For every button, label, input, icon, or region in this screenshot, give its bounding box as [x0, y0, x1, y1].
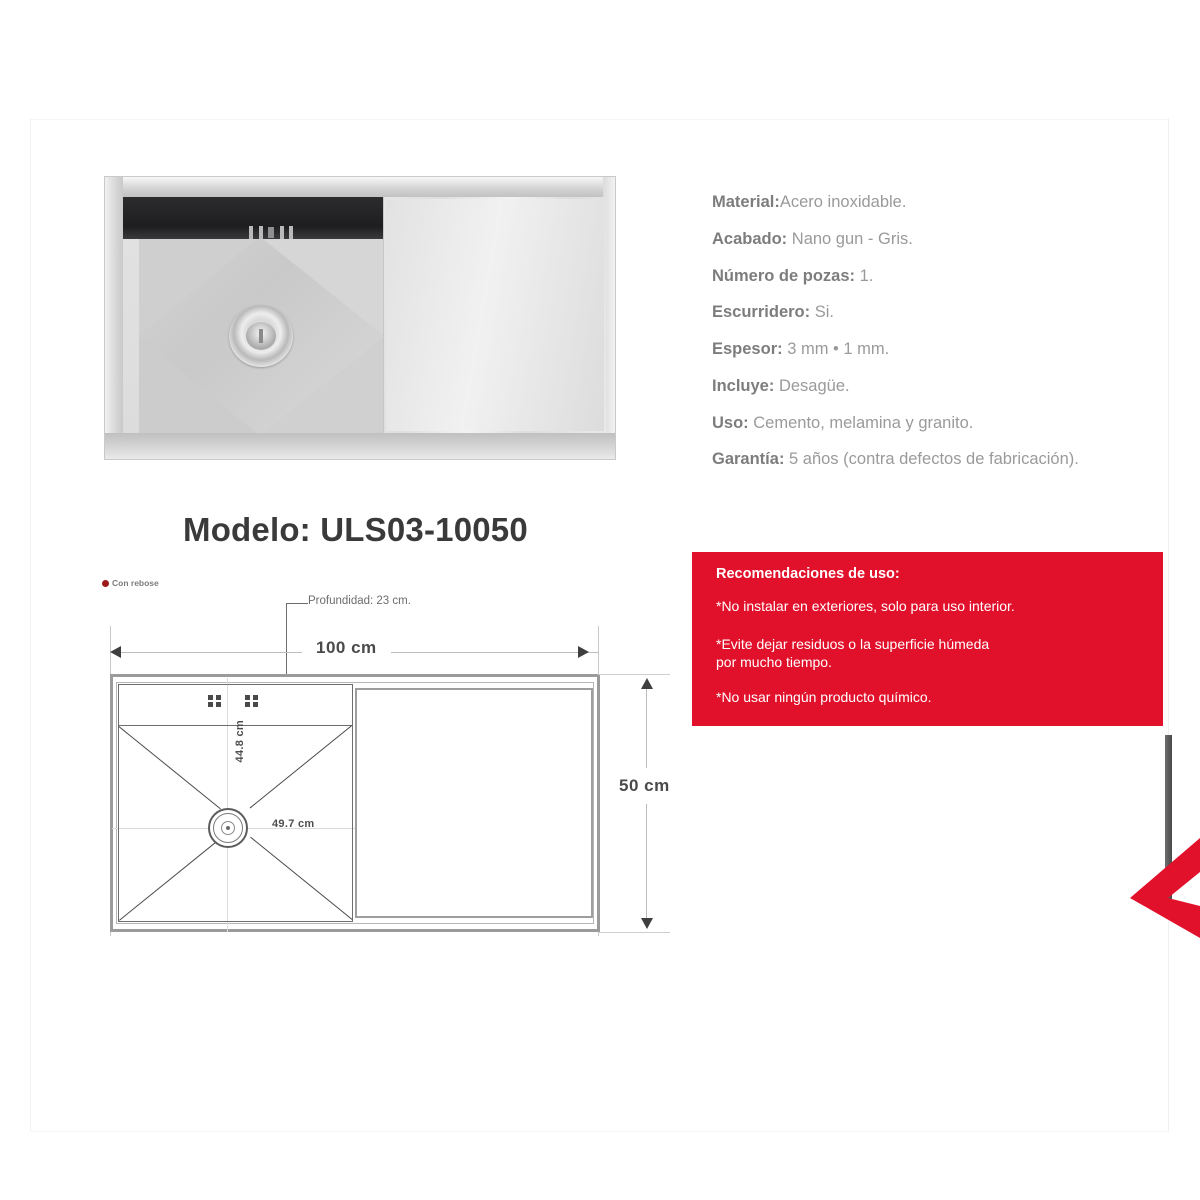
- spec-key: Escurridero:: [712, 303, 811, 322]
- faucet-hole-icon: [280, 226, 284, 239]
- basin-height-label: 44.8 cm: [234, 720, 246, 763]
- spec-value: Si.: [810, 303, 834, 322]
- spec-row-espesor: [712, 339, 1112, 360]
- faucet-hole-group: [249, 225, 293, 239]
- drainboard-surface: [386, 199, 604, 431]
- spec-row-acabado: [712, 229, 1112, 250]
- spec-value: 1.: [855, 266, 874, 285]
- faucet-hole-icon: [289, 226, 293, 239]
- faucet-hole-icon: [268, 227, 274, 238]
- spec-value: 5 años (contra defectos de fabricación).: [784, 450, 1079, 469]
- sink-rim-top: [105, 177, 615, 197]
- spec-value: Acero inoxidable.: [779, 193, 907, 211]
- spec-key: Espesor:: [712, 340, 783, 359]
- drain-icon: [229, 305, 293, 367]
- sink-basin: [139, 239, 383, 433]
- spec-key: Uso:: [712, 413, 749, 432]
- plan-faucet-holes: [208, 694, 258, 708]
- basin-width-label: 49.7 cm: [272, 818, 315, 830]
- sink-rim-bottom: [105, 433, 615, 459]
- recommendation-item-1: *No instalar en exteriores, solo para uso interior.: [716, 598, 1015, 614]
- faucet-hole-icon: [259, 226, 263, 239]
- bullet-dot-icon: [102, 580, 109, 587]
- plan-drain-center-dot: [226, 826, 230, 830]
- sink-drainboard: [383, 197, 606, 433]
- spec-key: Garantía:: [712, 450, 785, 469]
- spec-row-numero-pozas: [712, 266, 1112, 287]
- spec-key: Incluye:: [712, 376, 775, 395]
- page-rule-top: [30, 119, 1169, 120]
- depth-label: Profundidad: 23 cm.: [308, 595, 411, 607]
- arrow-left-icon: [110, 646, 121, 658]
- width-dimension-label: 100 cm: [302, 638, 391, 658]
- recommendations-box: [692, 552, 1163, 726]
- overflow-note: [102, 578, 159, 588]
- height-dimension-line: [646, 682, 647, 928]
- arrow-right-icon: [578, 646, 589, 658]
- drain-slot: [259, 329, 263, 343]
- model-title: Modelo: ULS03-10050: [183, 511, 528, 548]
- spec-key: Acabado:: [712, 229, 788, 248]
- spec-value: Cemento, melamina y granito.: [748, 413, 974, 432]
- extension-line-bottom: [598, 932, 670, 933]
- recommendations-title: Recomendaciones de uso:: [716, 566, 900, 582]
- plan-drainboard: [355, 688, 593, 918]
- recommendation-item-3: *No usar ningún producto químico.: [716, 689, 932, 705]
- page-rule-left: [30, 120, 31, 1132]
- sink-tap-ledge: [123, 197, 383, 239]
- sink-rim-left: [105, 177, 123, 459]
- spec-row-escurridero: [712, 302, 1112, 323]
- overflow-note-label: Con rebose: [112, 578, 159, 588]
- decor-red-chevron-icon: [1090, 828, 1200, 938]
- spec-value: 3 mm • 1 mm.: [782, 340, 890, 359]
- spec-value: Desagüe.: [774, 376, 850, 395]
- spec-value: Nano gun - Gris.: [787, 229, 913, 248]
- height-dimension-label: 50 cm: [615, 768, 674, 804]
- extension-line-top: [598, 674, 670, 675]
- arrow-down-icon: [641, 918, 653, 929]
- plan-faucet-hole-icon: [245, 695, 258, 707]
- faucet-hole-icon: [249, 226, 253, 239]
- spec-row-uso: [712, 413, 1112, 434]
- recommendation-item-2-line-b: por mucho tiempo.: [716, 654, 832, 671]
- arrow-up-icon: [641, 678, 653, 689]
- product-photo: [104, 176, 616, 460]
- technical-drawing: [90, 570, 710, 950]
- drain-inner-ring: [246, 322, 276, 350]
- plan-faucet-hole-icon: [208, 695, 221, 707]
- depth-leader-horizontal: [286, 603, 308, 604]
- page-rule-bottom: [30, 1131, 1169, 1132]
- page-rule-right: [1168, 118, 1169, 1132]
- spec-row-incluye: [712, 376, 1112, 397]
- recommendation-item-2: [716, 635, 989, 671]
- spec-key: Número de pozas:: [712, 266, 856, 285]
- spec-row-material: [712, 192, 1112, 213]
- spec-key: Material:: [712, 193, 780, 211]
- specification-list: [712, 192, 1112, 470]
- recommendation-item-2-line-a: *Evite dejar residuos o la superficie húmeda: [716, 636, 990, 652]
- spec-row-garantia: [712, 449, 1112, 470]
